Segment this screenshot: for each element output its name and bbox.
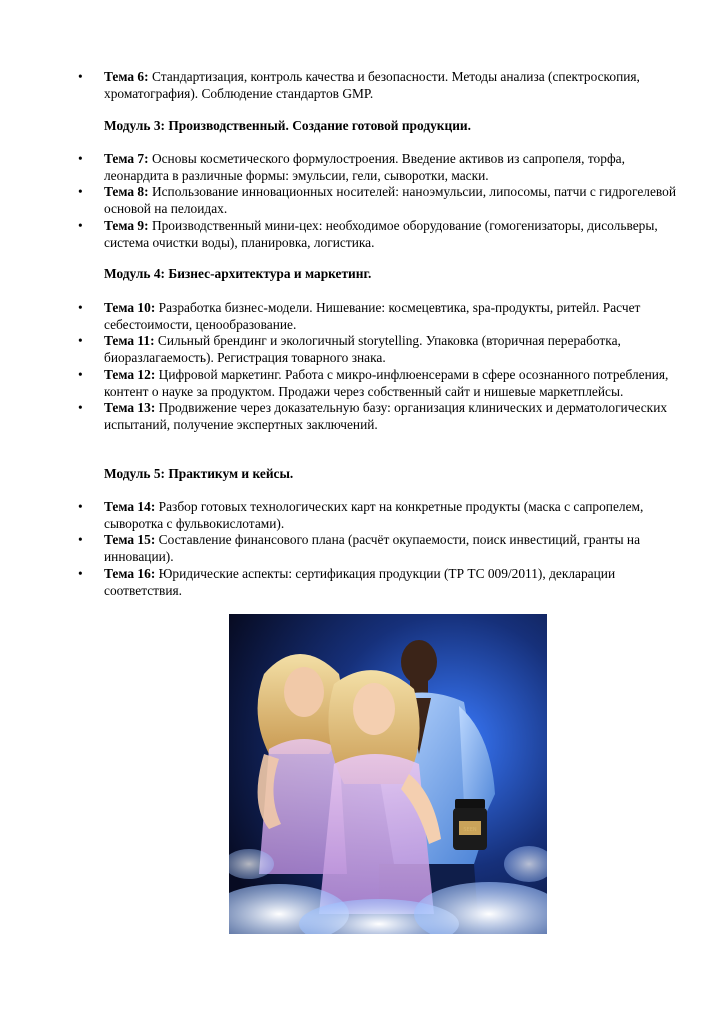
list-item: [78, 184, 678, 217]
promo-photo: [229, 614, 547, 934]
topic-label: Тема 7:: [104, 151, 149, 166]
topic-label: Тема 13:: [104, 400, 156, 416]
bullet-icon: •: [78, 217, 83, 233]
topic-label: Тема 6:: [104, 69, 149, 84]
topic-list-module-5: [78, 499, 678, 599]
topic-text: Юридические аспекты: сертификация продукции (ТР ТС 009/2011), декларации соответствия.: [104, 565, 616, 598]
topic-text: Составление финансового плана (расчёт окупаемости, поиск инвестиций, гранты на инновации).: [104, 532, 641, 565]
topic-text: Продвижение через доказательную базу: организация клинических и дерматологических испытаний, получение экспертных заключений.: [104, 400, 668, 432]
module-5-heading: Модуль 5: Практикум и кейсы.: [104, 466, 294, 481]
list-item: [78, 151, 678, 184]
topic-label: Тема 12:: [104, 366, 156, 382]
jar-label: SEEN: [463, 827, 477, 833]
topic-text: Сильный брендинг и экологичный storytelling. Упаковка (вторичная переработка, биоразлагаемость). Регистрация товарного знака.: [104, 333, 621, 366]
bullet-icon: •: [78, 300, 83, 315]
jar-icon: [453, 799, 487, 850]
bullet-icon: •: [78, 565, 83, 581]
topic-text: Использование инновационных носителей: наноэмульсии, липосомы, патчи с гидрогелевой основой на пелоидах.: [104, 184, 676, 217]
topic-list-module-3: [78, 151, 678, 251]
topic-text: Разработка бизнес-модели. Нишевание: космецевтика, spa-продукты, ритейл. Расчет себестоимости, ценообразование.: [104, 300, 641, 332]
topic-list-module-4: [78, 300, 678, 434]
list-item: [78, 333, 678, 366]
list-item: [78, 566, 678, 599]
topic-label: Тема 8:: [104, 184, 149, 200]
topic-text: Стандартизация, контроль качества и безопасности. Методы анализа (спектроскопия, хроматография). Соблюдение стандартов GMP.: [104, 69, 640, 101]
bullet-icon: •: [78, 400, 83, 416]
topic-label: Тема 14:: [104, 499, 156, 514]
list-item: [78, 400, 678, 433]
bullet-icon: •: [78, 151, 83, 166]
module-3-heading: Модуль 3: Производственный. Создание готовой продукции.: [104, 118, 471, 133]
bullet-icon: •: [78, 532, 83, 548]
list-item: [78, 300, 678, 333]
list-item: [78, 367, 678, 400]
bullet-icon: •: [78, 499, 83, 514]
bullet-icon: •: [78, 184, 83, 200]
topic-list-a: [78, 69, 678, 102]
module-4-heading: Модуль 4: Бизнес-архитектура и маркетинг.: [104, 266, 372, 281]
topic-label: Тема 10:: [104, 300, 156, 315]
topic-label: Тема 15:: [104, 532, 156, 548]
list-item: [78, 218, 678, 251]
topic-text: Производственный мини-цех: необходимое оборудование (гомогенизаторы, дисольверы, система очистки воды), планировка, логистика.: [104, 217, 658, 250]
bullet-icon: •: [78, 69, 83, 84]
topic-label: Тема 9:: [104, 217, 149, 233]
topic-label: Тема 16:: [104, 565, 156, 581]
topic-text: Основы косметического формулостроения. Введение активов из сапропеля, торфа, леонардита в различные формы: эмульсии, гели, сыворотки, маски.: [104, 151, 625, 183]
topic-text: Разбор готовых технологических карт на конкретные продукты (маска с сапропелем, сыворотка с фульвокислотами).: [104, 499, 644, 531]
list-item: [78, 532, 678, 565]
list-item: [78, 499, 678, 532]
bullet-icon: •: [78, 366, 83, 382]
bullet-icon: •: [78, 333, 83, 349]
promo-illustration: [229, 614, 547, 934]
list-item: [78, 69, 678, 102]
topic-label: Тема 11:: [104, 333, 155, 349]
topic-text: Цифровой маркетинг. Работа с микро-инфлюенсерами в сфере осознанного потребления, контент о науке за продуктом. Продажи через собственный сайт и нишевые маркетплейсы.: [104, 366, 669, 399]
